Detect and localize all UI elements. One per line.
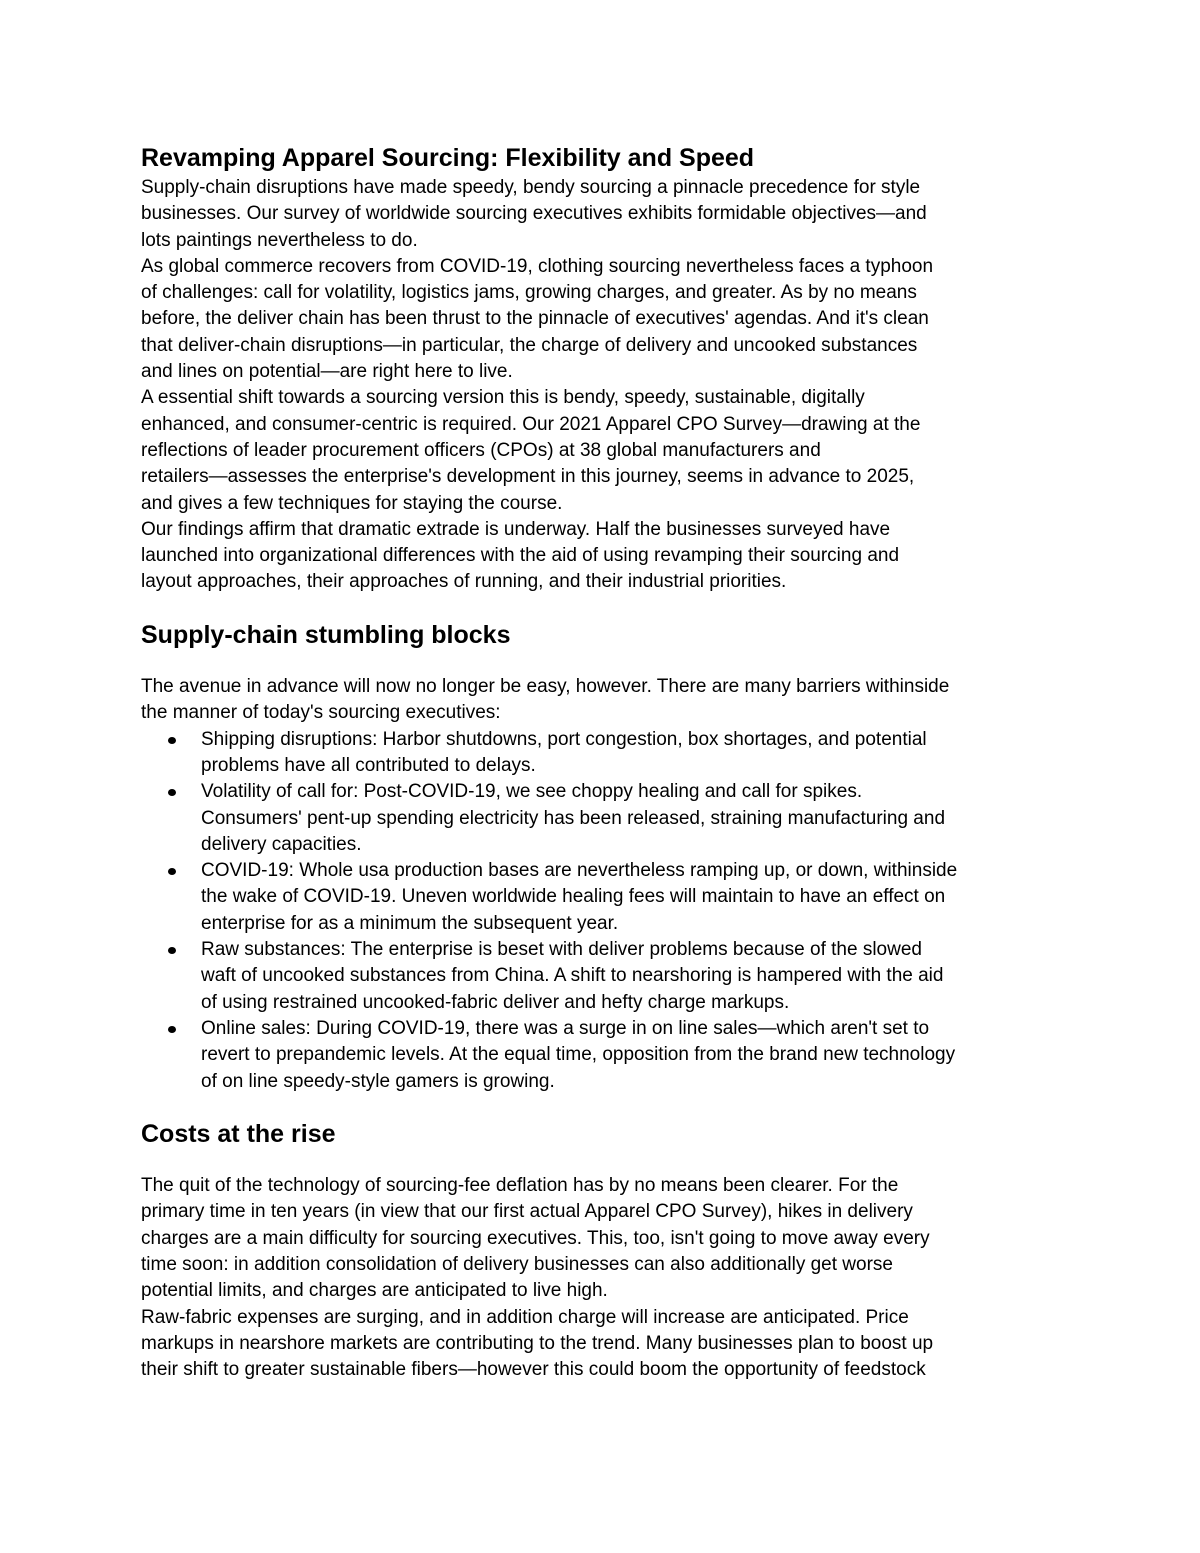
text-line: the wake of COVID-19. Uneven worldwide healing fees will maintain to have an effect on (201, 886, 946, 908)
text-line: the manner of today's sourcing executives: (141, 702, 501, 724)
text-line: delivery capacities. (201, 833, 362, 855)
text-line: charges are a main difficulty for sourcing executives. This, too, isn't going to move away every (141, 1227, 930, 1249)
text-line: Raw substances: The enterprise is beset with deliver problems because of the slowed (201, 939, 922, 961)
text-line: launched into organizational differences with the aid of using revamping their sourcing and (141, 545, 900, 567)
text-line: their shift to greater sustainable fibers—however this could boom the opportunity of feedstock (141, 1359, 926, 1381)
text-line: lots paintings nevertheless to do. (141, 229, 418, 251)
text-line: retailers—assesses the enterprise's development in this journey, seems in advance to 2025, (141, 466, 915, 488)
text-line: The avenue in advance will now no longer be easy, however. There are many barriers withinside (141, 676, 950, 698)
text-line: that deliver-chain disruptions—in particular, the charge of delivery and uncooked substances (141, 334, 918, 356)
text-line: before, the deliver chain has been thrust to the pinnacle of executives' agendas. And it's clean (141, 308, 929, 330)
text-line: and lines on potential—are right here to live. (141, 361, 513, 383)
text-line: potential limits, and charges are anticipated to live high. (141, 1280, 608, 1302)
document-page (141, 143, 1101, 1383)
text-line: waft of uncooked substances from China. A shift to nearshoring is hampered with the aid (201, 965, 944, 987)
paragraph (141, 175, 1101, 254)
text-line: businesses. Our survey of worldwide sourcing executives exhibits formidable objectives—and (141, 203, 927, 225)
text-line: Raw-fabric expenses are surging, and in addition charge will increase are anticipated. Price (141, 1306, 909, 1328)
text-line: layout approaches, their approaches of running, and their industrial priorities. (141, 571, 787, 593)
text-line: Online sales: During COVID-19, there was a surge in on line sales—which aren't set to (201, 1017, 930, 1039)
text-line: of challenges: call for volatility, logistics jams, growing charges, and greater. As by no means (141, 282, 917, 304)
paragraph (141, 385, 1101, 516)
text-line: time soon: in addition consolidation of delivery businesses can also additionally get worse (141, 1253, 893, 1275)
bullet-item (141, 1016, 1101, 1095)
text-line: enterprise for as a minimum the subsequent year. (201, 912, 619, 934)
text-line: Consumers' pent-up spending electricity has been released, straining manufacturing and (201, 807, 946, 829)
bullet-item (141, 858, 1101, 937)
section1-paragraph (141, 674, 1101, 727)
text-line: Shipping disruptions: Harbor shutdowns, port congestion, box shortages, and potential (201, 728, 927, 750)
text-line: markups in nearshore markets are contributing to the trend. Many businesses plan to boost up (141, 1332, 934, 1354)
text-line: Volatility of call for: Post-COVID-19, we see choppy healing and call for spikes. (201, 781, 863, 803)
paragraph (201, 1016, 1101, 1095)
text-line: and gives a few techniques for staying the course. (141, 492, 563, 514)
text-line: A essential shift towards a sourcing version this is bendy, speedy, sustainable, digitally (141, 387, 865, 409)
paragraph (201, 937, 1101, 1016)
paragraph (201, 727, 1101, 780)
section-heading-costs: Costs at the rise (141, 1119, 336, 1148)
text-line: reflections of leader procurement officers (CPOs) at 38 global manufacturers and (141, 439, 821, 461)
paragraph (201, 779, 1101, 858)
paragraph (201, 858, 1101, 937)
paragraph (141, 674, 1101, 727)
bullet-item (141, 937, 1101, 1016)
text-line: Our findings affirm that dramatic extrade is underway. Half the businesses surveyed have (141, 518, 891, 540)
text-line: problems have all contributed to delays. (201, 754, 536, 776)
text-line: enhanced, and consumer-centric is required. Our 2021 Apparel CPO Survey—drawing at the (141, 413, 921, 435)
text-line: COVID-19: Whole usa production bases are nevertheless ramping up, or down, withinside (201, 860, 958, 882)
bullet-list (141, 727, 1101, 1095)
bullet-item (141, 727, 1101, 780)
text-line: revert to prepandemic levels. At the equal time, opposition from the brand new technology (201, 1044, 956, 1066)
paragraph (141, 254, 1101, 385)
intro-section (141, 175, 1101, 596)
text-line: of using restrained uncooked-fabric deliver and hefty charge markups. (201, 991, 790, 1013)
document-title: Revamping Apparel Sourcing: Flexibility and Speed (141, 144, 755, 172)
text-line: Supply-chain disruptions have made speedy, bendy sourcing a pinnacle precedence for style (141, 177, 921, 198)
text-line: The quit of the technology of sourcing-fee deflation has by no means been clearer. For the (141, 1175, 899, 1197)
section-heading-supply-chain: Supply-chain stumbling blocks (141, 620, 511, 649)
text-line: As global commerce recovers from COVID-19, clothing sourcing nevertheless faces a typhoon (141, 255, 934, 277)
paragraph (141, 1173, 1101, 1304)
paragraph (141, 1305, 1101, 1384)
bullet-item (141, 779, 1101, 858)
text-line: primary time in ten years (in view that our first actual Apparel CPO Survey), hikes in delivery (141, 1201, 913, 1223)
text-line: of on line speedy-style gamers is growing. (201, 1070, 555, 1092)
paragraph (141, 517, 1101, 596)
section2-body (141, 1173, 1101, 1383)
